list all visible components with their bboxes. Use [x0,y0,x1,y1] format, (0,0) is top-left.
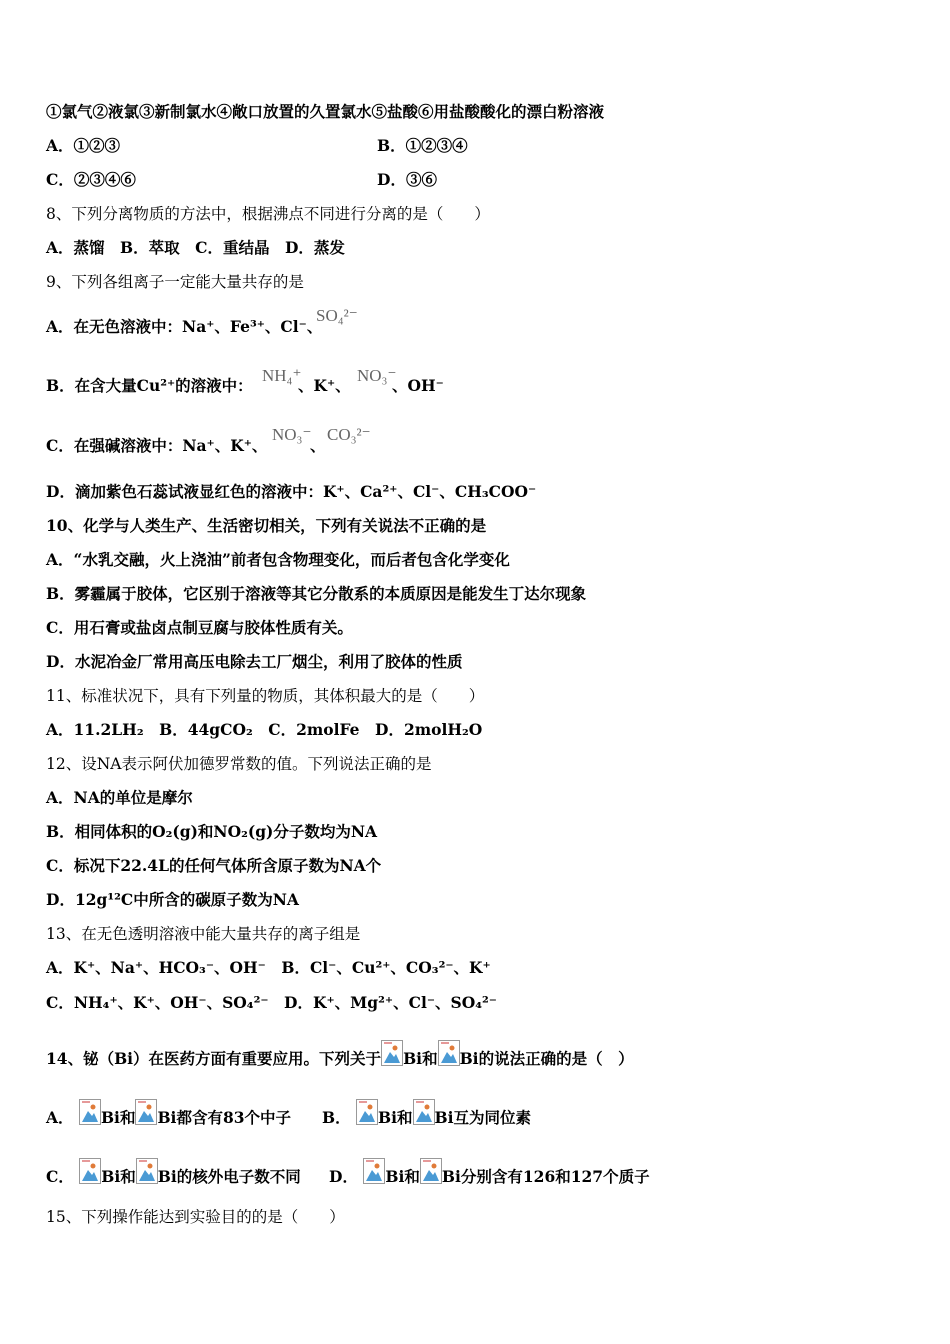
q7-option-c-label: C． [46,170,74,189]
q14-d-bi-2: Bi [441,1167,461,1186]
q12-option-d: D．12g¹²C中所含的碳原子数为NA [46,890,299,909]
isotope-image-placeholder-icon [79,1158,101,1184]
q10-stem: 10、化学与人类生产、生活密切相关，下列有关说法不正确的是 [46,516,487,535]
q14-b-bi-1: Bi [378,1108,398,1127]
q9-stem: 9、下列各组离子一定能大量共存的是 [46,273,304,291]
q13-options-ab: A．K⁺、Na⁺、HCO₃⁻、OH⁻ B．Cl⁻、Cu²⁺、CO₃²⁻、K⁺ [46,958,491,977]
q12-option-a: A．NA的单位是摩尔 [46,788,193,807]
isotope-image-placeholder-icon [79,1099,101,1125]
q10-option-d: D．水泥冶金厂常用高压电除去工厂烟尘，利用了胶体的性质 [46,652,463,671]
q9-b-ammonium-ion: NH₄⁺ [262,366,302,385]
q11-options: A．11.2LH₂ B．44gCO₂ C．2molFe D．2molH₂O [46,720,483,739]
q7-option-d-label: D． [377,170,406,189]
q9-option-b-post: 、OH⁻ [392,376,444,395]
q14-option-d-text: 分别含有126和127个质子 [460,1167,650,1186]
q7-option-b-label: B． [377,136,406,155]
isotope-image-placeholder-icon [363,1158,385,1184]
q14-stem-post: 的说法正确的是（ ） [478,1049,634,1068]
q7-option-a-label: A． [46,136,74,155]
q9-option-a: A．在无色溶液中：Na⁺、Fe³⁺、Cl⁻、 [46,317,323,336]
q9-option-c-pre: C．在强碱溶液中：Na⁺、K⁺、 [46,436,268,455]
isotope-image-placeholder-icon [438,1040,460,1066]
q14-d-bi-1: Bi [385,1167,405,1186]
q14-c-he: 和 [120,1167,136,1186]
q14-stem [46,1040,634,1069]
q14-d-he: 和 [404,1167,420,1186]
q7-option-b: ①②③④ [405,136,468,155]
q12-option-c: C．标况下22.4L的任何气体所含原子数为NA个 [46,856,382,875]
q9-c-carbonate-ion: CO₃²⁻ [327,425,371,444]
q14-option-d-label: D． [329,1167,358,1186]
q14-a-bi-2: Bi [157,1108,177,1127]
q15-stem: 15、下列操作能达到实验目的的是（ ） [46,1208,345,1226]
q14-bi-2: Bi [459,1049,479,1068]
q11-stem: 11、标准状况下，具有下列量的物质，其体积最大的是（ ） [46,687,485,705]
q9-b-nitrate-ion: NO₃⁻ [357,366,397,385]
q9-c-nitrate-ion: NO₃⁻ [272,425,312,444]
q8-options: A．蒸馏 B．萃取 C．重结晶 D．蒸发 [46,238,345,257]
q7-options-cd [46,170,906,190]
q14-option-c-label: C． [46,1167,74,1186]
q14-option-b-text: 互为同位素 [453,1108,532,1127]
q7-option-a: ①②③ [73,136,121,155]
q12-stem: 12、设NA表示阿伏加德罗常数的值。下列说法正确的是 [46,755,432,773]
isotope-image-placeholder-icon [381,1040,403,1066]
q14-options-cd [46,1158,906,1187]
q14-b-he: 和 [397,1108,413,1127]
q9-option-c-sep: 、 [310,436,326,455]
q14-a-bi-1: Bi [100,1108,120,1127]
q14-option-a-label: A． [46,1108,74,1127]
q10-option-a: A．“水乳交融，火上浇油”前者包含物理变化，而后者包含化学变化 [46,550,510,569]
q14-b-bi-2: Bi [434,1108,454,1127]
q7-option-c: ②③④⑥ [73,170,136,189]
q14-bi-1: Bi [403,1049,423,1068]
intro-line: ①氯气②液氯③新制氯水④敞口放置的久置氯水⑤盐酸⑥用盐酸酸化的漂白粉溶液 [46,102,605,121]
q13-stem: 13、在无色透明溶液中能大量共存的离子组是 [46,925,361,943]
q7-option-d: ③⑥ [405,170,437,189]
isotope-image-placeholder-icon [413,1099,435,1125]
q10-option-b: B．雾霾属于胶体，它区别于溶液等其它分散系的本质原因是能发生丁达尔现象 [46,584,587,603]
isotope-image-placeholder-icon [136,1158,158,1184]
q14-c-bi-2: Bi [157,1167,177,1186]
isotope-image-placeholder-icon [420,1158,442,1184]
q9-option-b-mid: 、K⁺、 [298,376,351,395]
q8-stem: 8、下列分离物质的方法中，根据沸点不同进行分离的是（ ） [46,205,490,223]
q14-option-a-text: 都含有83个中子 [176,1108,292,1127]
q14-option-b-label: B． [322,1108,351,1127]
q14-a-he: 和 [119,1108,136,1127]
q10-option-c: C．用石膏或盐卤点制豆腐与胶体性质有关。 [46,618,353,637]
isotope-image-placeholder-icon [356,1099,378,1125]
q14-option-c-text: 的核外电子数不同 [176,1167,301,1186]
q13-options-cd: C．NH₄⁺、K⁺、OH⁻、SO₄²⁻ D．K⁺、Mg²⁺、Cl⁻、SO₄²⁻ [46,993,497,1012]
q14-stem-pre: 14、铋（Bi）在医药方面有重要应用。下列关于 [46,1049,382,1068]
q7-options-ab [46,136,906,156]
q9-option-d: D．滴加紫色石蕊试液显红色的溶液中：K⁺、Ca²⁺、Cl⁻、CH₃COO⁻ [46,482,537,501]
q12-option-b: B．相同体积的O₂(g)和NO₂(g)分子数均为NA [46,822,378,841]
isotope-image-placeholder-icon [135,1099,157,1125]
q9-option-b-pre: B．在含大量Cu²⁺的溶液中： [46,376,253,395]
q9-a-sulfate-ion: SO₄²⁻ [316,306,358,325]
q14-c-bi-1: Bi [101,1167,121,1186]
q14-options-ab [46,1099,906,1128]
q14-he: 和 [422,1049,438,1068]
